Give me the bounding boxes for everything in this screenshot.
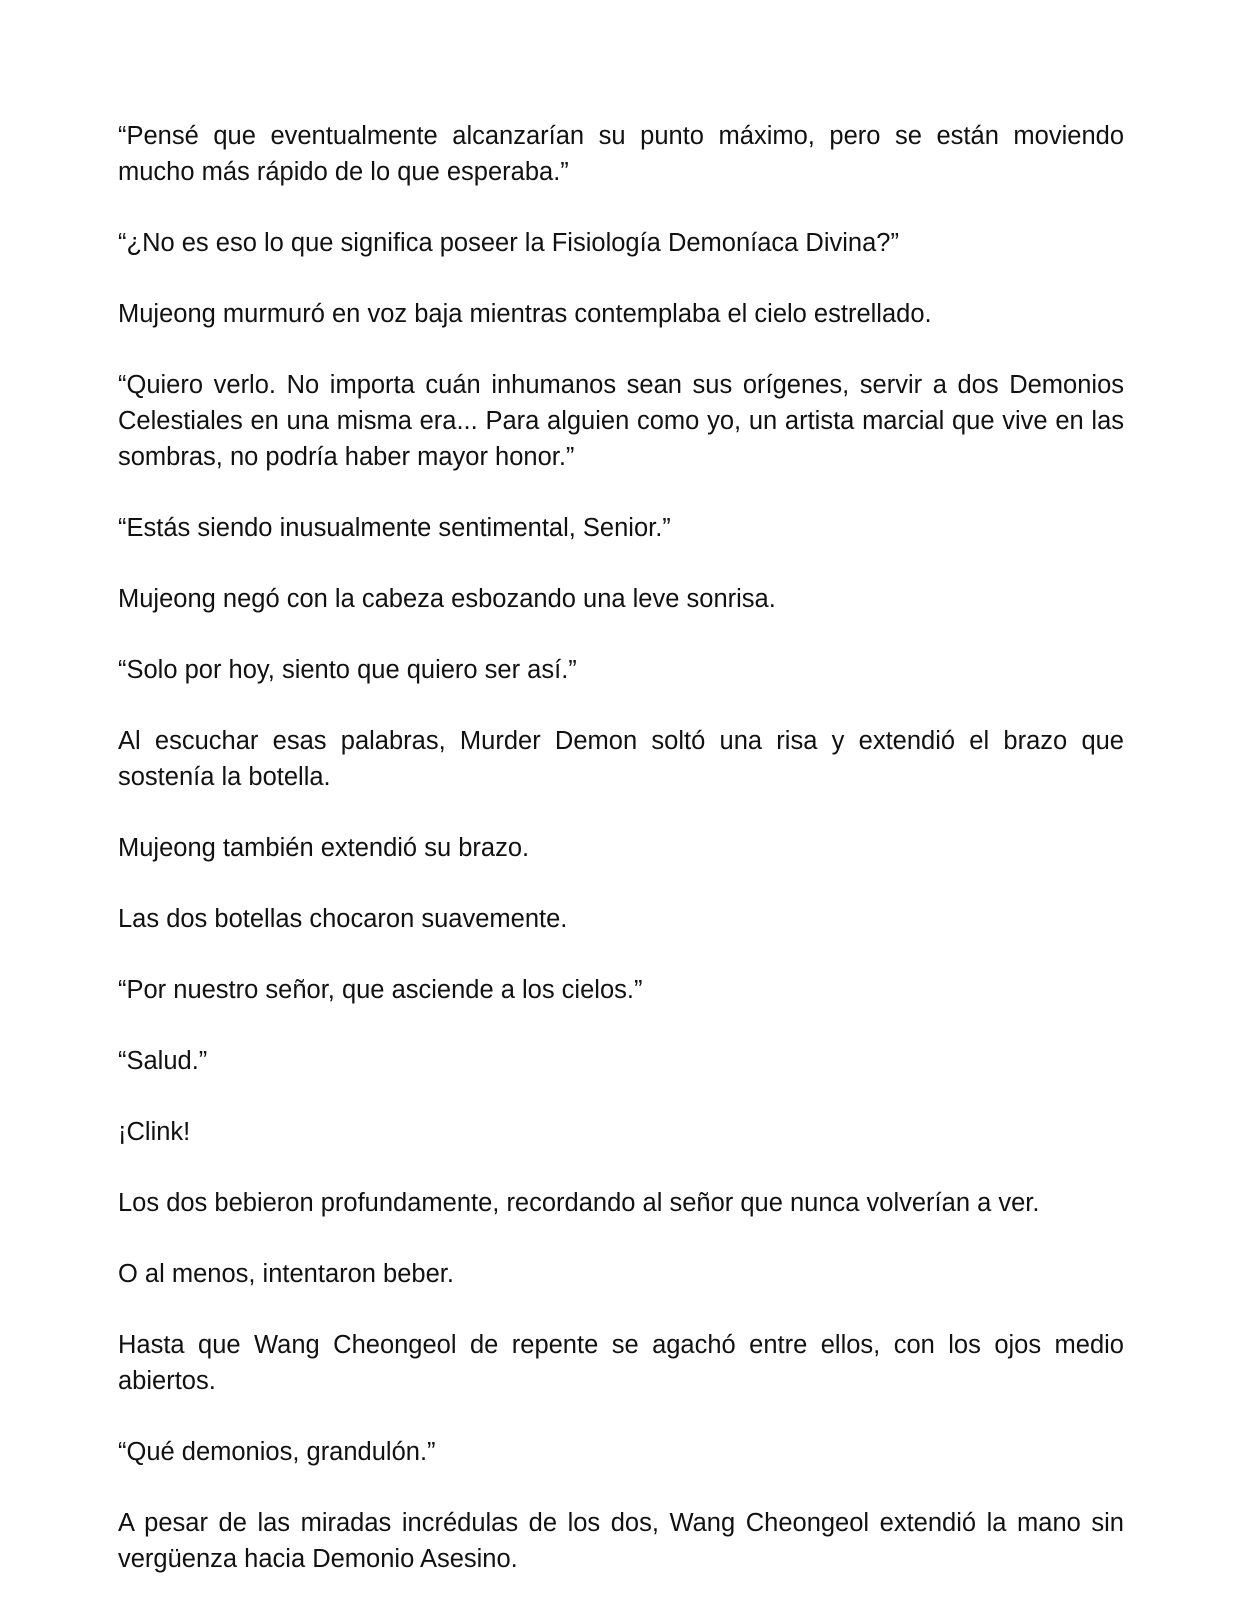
paragraph: “Por nuestro señor, que asciende a los cielos.” bbox=[118, 976, 643, 1004]
paragraph: Mujeong murmuró en voz baja mientras contemplaba el cielo estrellado. bbox=[118, 300, 932, 328]
paragraph: “Salud.” bbox=[118, 1047, 208, 1075]
paragraph: Mujeong también extendió su brazo. bbox=[118, 834, 530, 862]
paragraph: Las dos botellas chocaron suavemente. bbox=[118, 905, 568, 933]
paragraph: ¡Clink! bbox=[118, 1118, 191, 1146]
document-page bbox=[118, 118, 1124, 1612]
paragraph: “Qué demonios, grandulón.” bbox=[118, 1438, 436, 1466]
paragraph: “Quiero verlo. No importa cuán inhumanos sean sus orígenes, servir a dos Demonios Celestiales en una misma era... Para alguien como yo, un artista marcial que vive en las sombras, no podría haber mayor honor.” bbox=[118, 371, 1124, 471]
paragraph: Los dos bebieron profundamente, recordando al señor que nunca volverían a ver. bbox=[118, 1189, 1040, 1217]
paragraph: “Pensé que eventualmente alcanzarían su punto máximo, pero se están moviendo mucho más rápido de lo que esperaba.” bbox=[118, 122, 1124, 186]
paragraph: O al menos, intentaron beber. bbox=[118, 1260, 454, 1288]
paragraph: A pesar de las miradas incrédulas de los dos, Wang Cheongeol extendió la mano sin vergüenza hacia Demonio Asesino. bbox=[118, 1509, 1124, 1573]
paragraph: “Estás siendo inusualmente sentimental, Senior.” bbox=[118, 514, 671, 542]
paragraph: “¿No es eso lo que significa poseer la Fisiología Demoníaca Divina?” bbox=[118, 229, 899, 257]
paragraph: Mujeong negó con la cabeza esbozando una leve sonrisa. bbox=[118, 585, 776, 613]
paragraph: Al escuchar esas palabras, Murder Demon soltó una risa y extendió el brazo que sostenía la botella. bbox=[118, 727, 1124, 791]
paragraph: Hasta que Wang Cheongeol de repente se agachó entre ellos, con los ojos medio abiertos. bbox=[118, 1331, 1124, 1395]
paragraph: “Solo por hoy, siento que quiero ser así.” bbox=[118, 656, 577, 684]
